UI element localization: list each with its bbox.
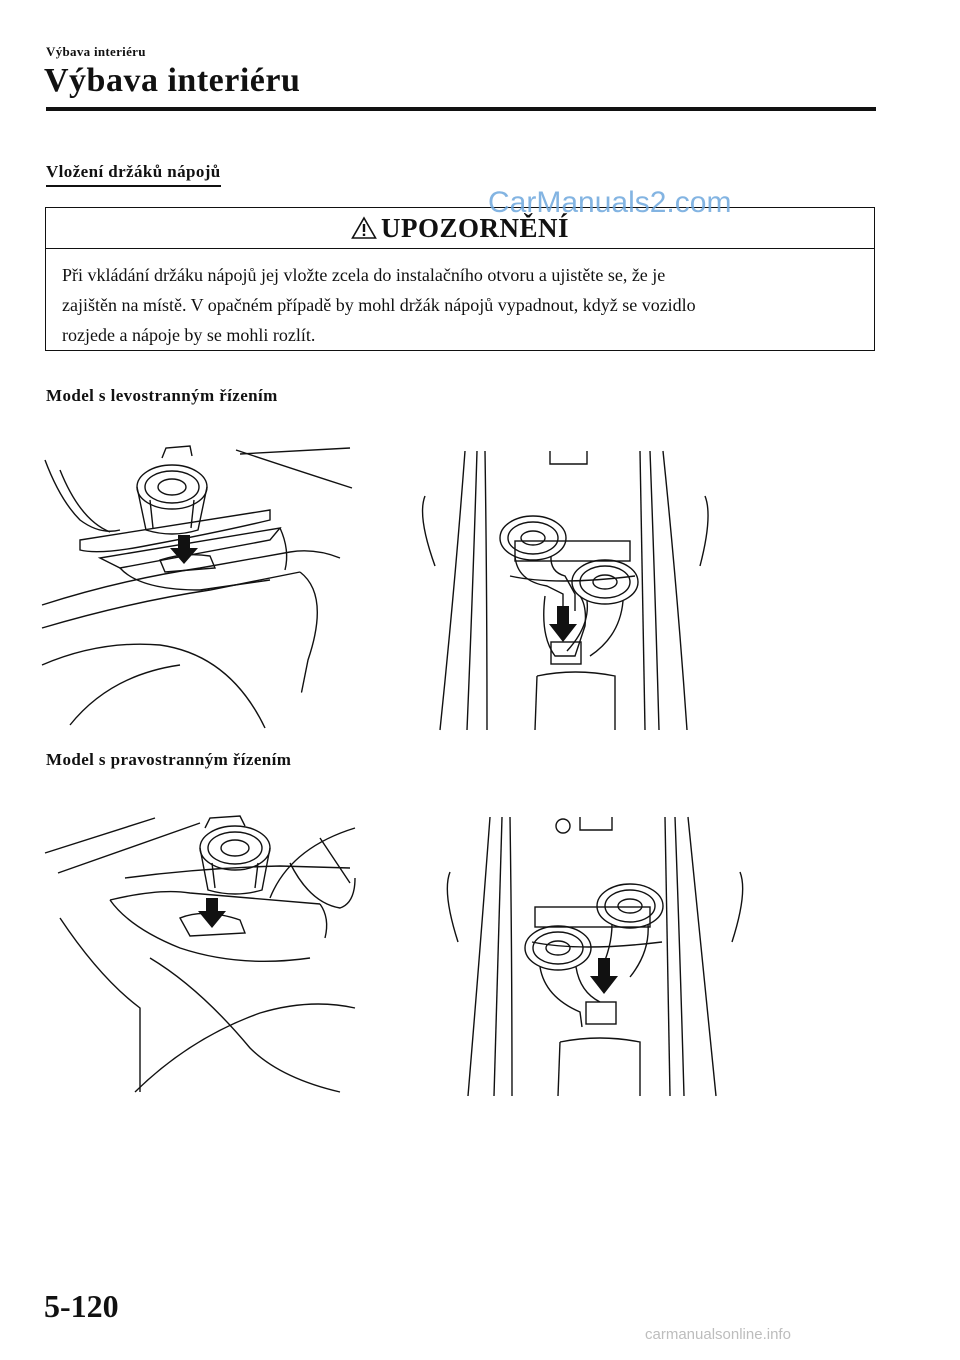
lhd-caption: Model s levostranným řízením xyxy=(46,386,278,405)
warning-triangle-icon xyxy=(351,216,377,240)
warning-header xyxy=(46,208,874,249)
watermark-text: CarManuals2.com xyxy=(488,186,732,219)
warning-title: UPOZORNĚNÍ xyxy=(380,212,569,243)
warning-box xyxy=(45,207,875,351)
lhd-top-view-illustration xyxy=(415,446,715,731)
warning-line: zajištěn na místě. V opačném případě by mohl držák nápojů vypadnout, když se vozidlo xyxy=(62,295,696,315)
page-title: Výbava interiéru xyxy=(44,62,301,99)
footer-watermark: carmanualsonline.info xyxy=(645,1326,791,1343)
section-heading: Vložení držáků nápojů xyxy=(46,162,221,187)
rhd-perspective-illustration xyxy=(40,808,360,1093)
title-rule xyxy=(46,107,876,111)
warning-line: rozjede a nápoje by se mohli rozlít. xyxy=(62,325,316,345)
warning-line: Při vkládání držáku nápojů jej vložte zcela do instalačního otvoru a ujistěte se, že je xyxy=(62,265,666,285)
page-number: 5-120 xyxy=(44,1288,119,1324)
rhd-top-view-illustration xyxy=(440,812,750,1097)
warning-text xyxy=(62,260,862,350)
lhd-perspective-illustration xyxy=(40,440,360,730)
rhd-caption: Model s pravostranným řízením xyxy=(46,750,292,769)
running-head: Výbava interiéru xyxy=(46,44,146,59)
